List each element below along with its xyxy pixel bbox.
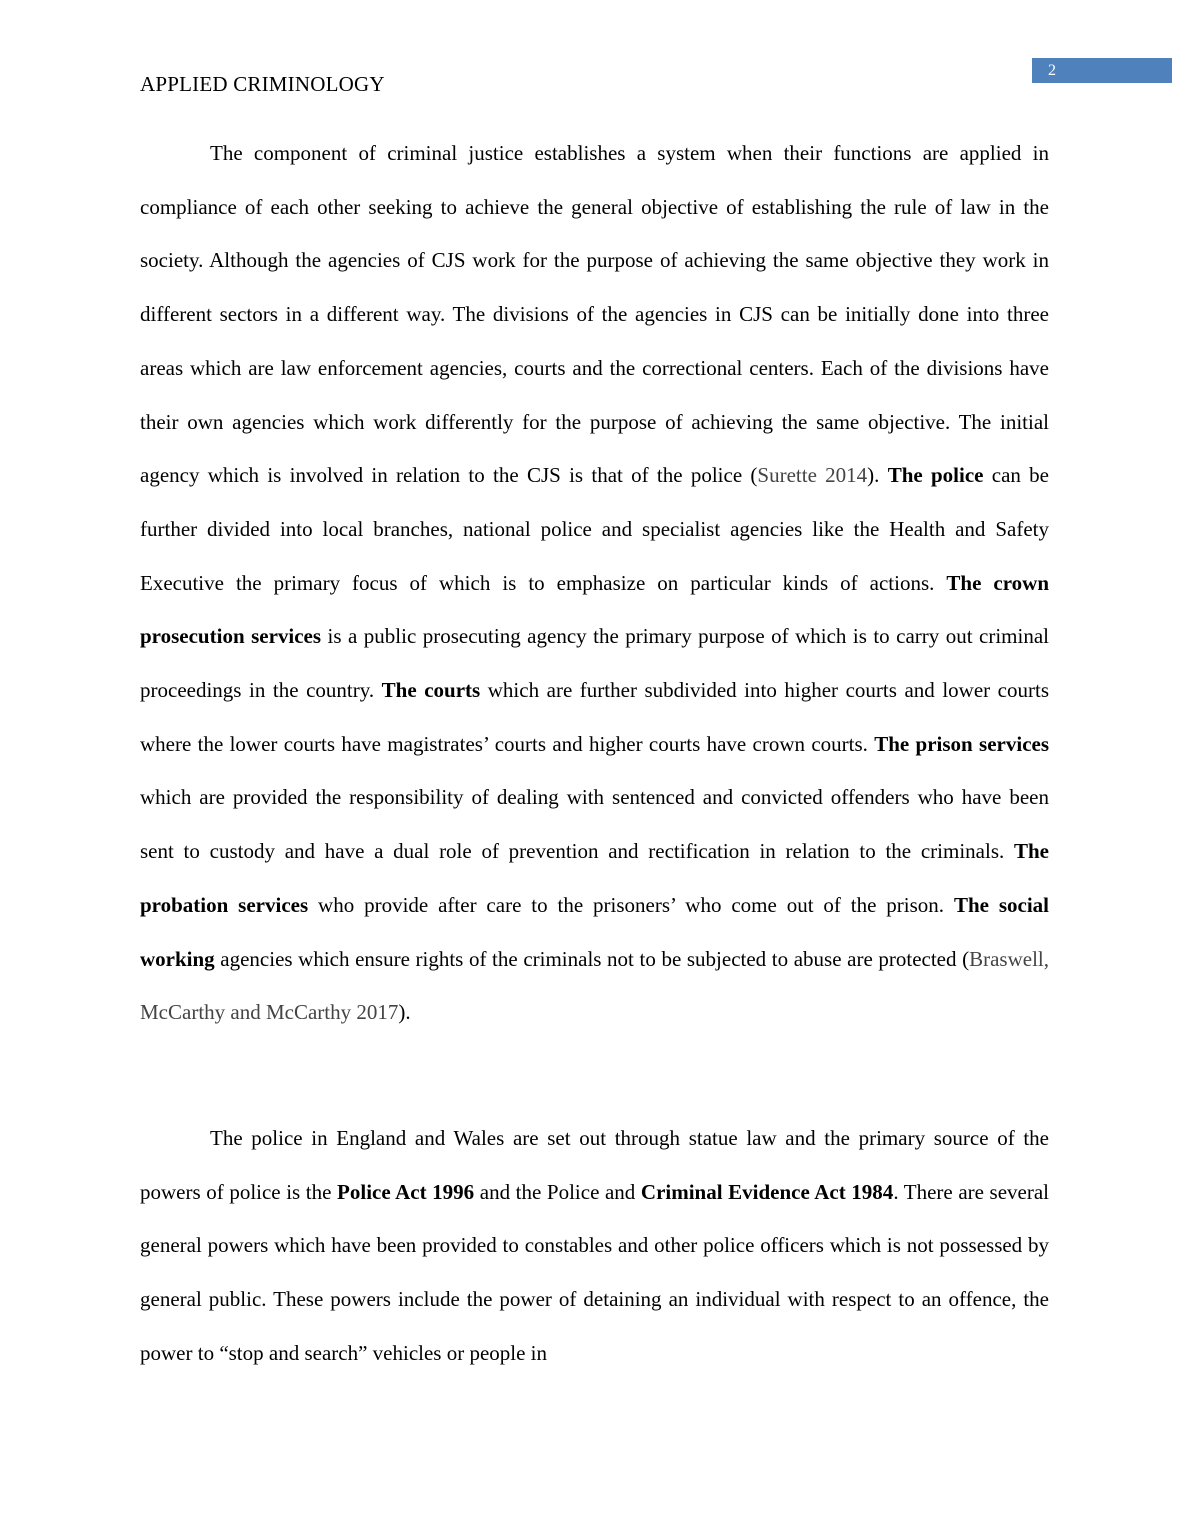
text-run: which are provided the responsibility of dealing with sentenced and convicted offenders who have been sent to custody and have a dual role of prevention and rectification in relation to the criminals. xyxy=(140,785,1049,864)
text-run: and the Police and xyxy=(474,1179,641,1204)
text-run: ). xyxy=(867,463,888,488)
bold-term-police: The police xyxy=(887,463,984,488)
citation-surette: Surette 2014 xyxy=(757,463,868,488)
text-run: . There are several general powers which have been provided to constables and other police officers which is not possessed by general public. These powers include the power of detaining an individual with respect to an offence, the power to “stop and search” vehicles or people in xyxy=(140,1179,1049,1365)
bold-term-criminal-evidence-act: Criminal Evidence Act 1984 xyxy=(640,1179,894,1204)
page-number-badge xyxy=(1032,58,1172,83)
text-run: is a public prosecuting agency the primary purpose of which is to carry out criminal proceedings in the country. xyxy=(140,624,1049,703)
bold-term-probation-services: The probation services xyxy=(140,839,1049,917)
bold-term-social-working: The social working xyxy=(140,892,1049,971)
citation-braswell: Braswell, McCarthy and McCarthy 2017 xyxy=(140,946,1049,1025)
text-run: agencies which ensure rights of the criminals not to be subjected to abuse are protected ( xyxy=(214,946,970,971)
body-paragraph-2 xyxy=(140,1112,1049,1381)
bold-term-prison-services: The prison services xyxy=(874,731,1050,756)
bold-term-police-act: Police Act 1996 xyxy=(337,1179,475,1204)
text-run: ). xyxy=(398,1000,411,1025)
bold-term-crown-prosecution: The crown prosecution services xyxy=(140,570,1049,649)
paragraph-text xyxy=(140,1112,1049,1381)
text-run: who provide after care to the prisoners’ who come out of the prison. xyxy=(308,892,954,917)
body-paragraph-1 xyxy=(140,127,1049,1040)
paragraph-text xyxy=(140,127,1049,1040)
page-number: 2 xyxy=(1048,62,1056,79)
text-run: can be further divided into local branches, national police and specialist agencies like the Health and Safety Executive the primary focus of which is to emphasize on particular kinds of actions. xyxy=(140,463,1049,595)
running-head: APPLIED CRIMINOLOGY xyxy=(140,72,385,96)
text-run: The police in England and Wales are set out through statue law and the primary source of the powers of police is the xyxy=(140,1126,1049,1204)
text-run: which are further subdivided into higher courts and lower courts where the lower courts have magistrates’ courts and higher courts have crown courts. xyxy=(140,678,1049,756)
bold-term-courts: The courts xyxy=(381,678,481,703)
text-run: The component of criminal justice establishes a system when their functions are applied in compliance of each other seeking to achieve the general objective of establishing the rule of law in the society. Although the agencies of CJS work for the purpose of achieving the same objective they work in different sectors in a different way. The divisions of the agencies in CJS can be initially done into three areas which are law enforcement agencies, courts and the correctional centers. Each of the divisions have their own agencies which work differently for the purpose of achieving the same objective. The initial agency which is involved in relation to the CJS is that of the police ( xyxy=(140,141,1049,488)
